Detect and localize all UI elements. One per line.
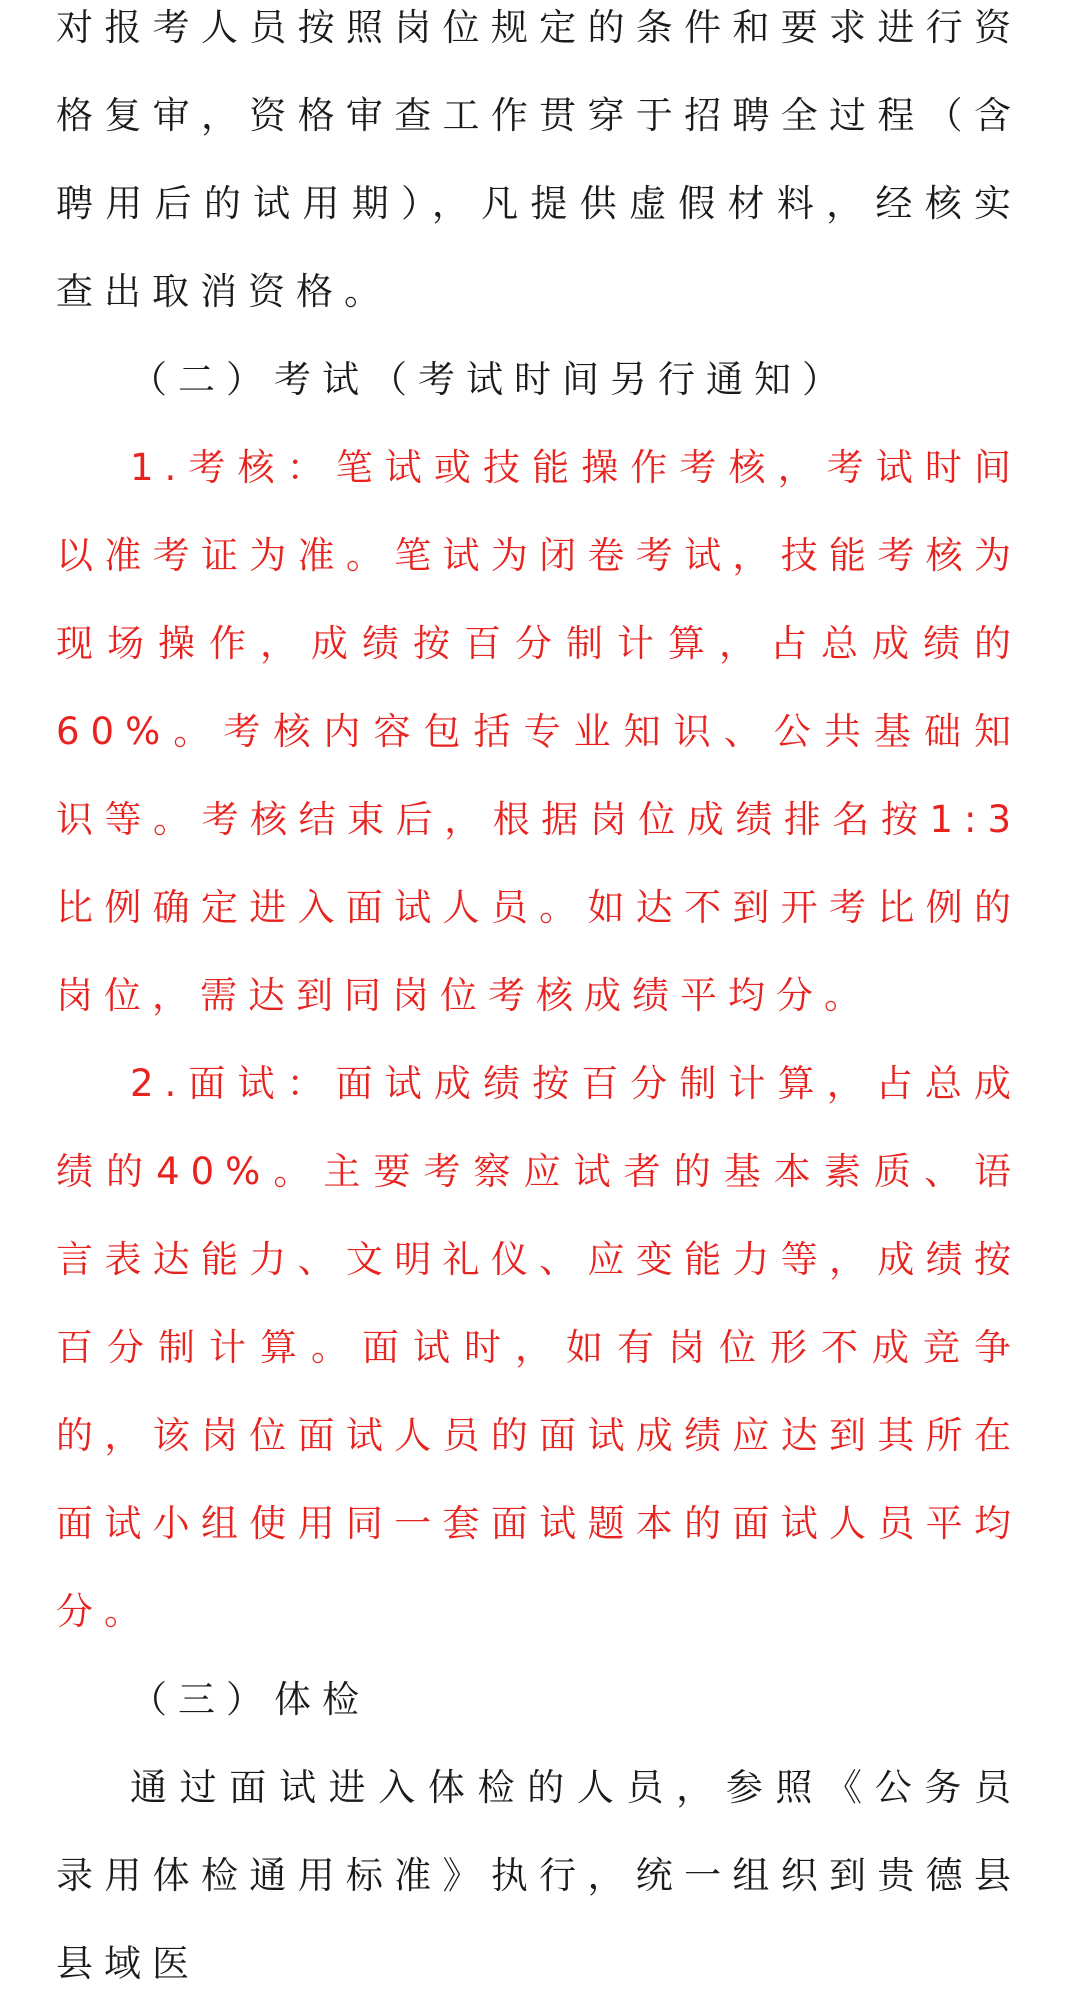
paragraph-exam-assessment: 1.考核：笔试或技能操作考核，考试时间以准考证为准。笔试为闭卷考试，技能考核为现场操作，成绩按百分制计算，占总成绩的60%。考核内容包括专业知识、公共基础知识等。考核结束后，根据岗位成绩排名按1:3比例确定进入面试人员。如达不到开考比例的岗位，需达到同岗位考核成绩平均分。 — [56, 446, 1022, 1017]
heading-section-exam: （二）考试（考试时间另行通知） — [130, 358, 850, 401]
heading-section-medical: （三）体检 — [130, 1678, 370, 1721]
paragraph-exam-interview: 2.面试：面试成绩按百分制计算，占总成绩的40%。主要考察应试者的基本素质、语言表达能力、文明礼仪、应变能力等，成绩按百分制计算。面试时，如有岗位形不成竞争的，该岗位面试人员的面试成绩应达到其所在面试小组使用同一套面试题本的面试人员平均分。 — [56, 1062, 1022, 1633]
paragraph-medical-exam: 通过面试进入体检的人员，参照《公务员录用体检通用标准》执行，统一组织到贵德县县域医 — [56, 1766, 1022, 1985]
document-body — [56, 0, 1022, 2008]
paragraph-qualification-review: 对报考人员按照岗位规定的条件和要求进行资格复审，资格审查工作贯穿于招聘全过程（含聘用后的试用期），凡提供虚假材料，经核实查出取消资格。 — [56, 6, 1022, 313]
